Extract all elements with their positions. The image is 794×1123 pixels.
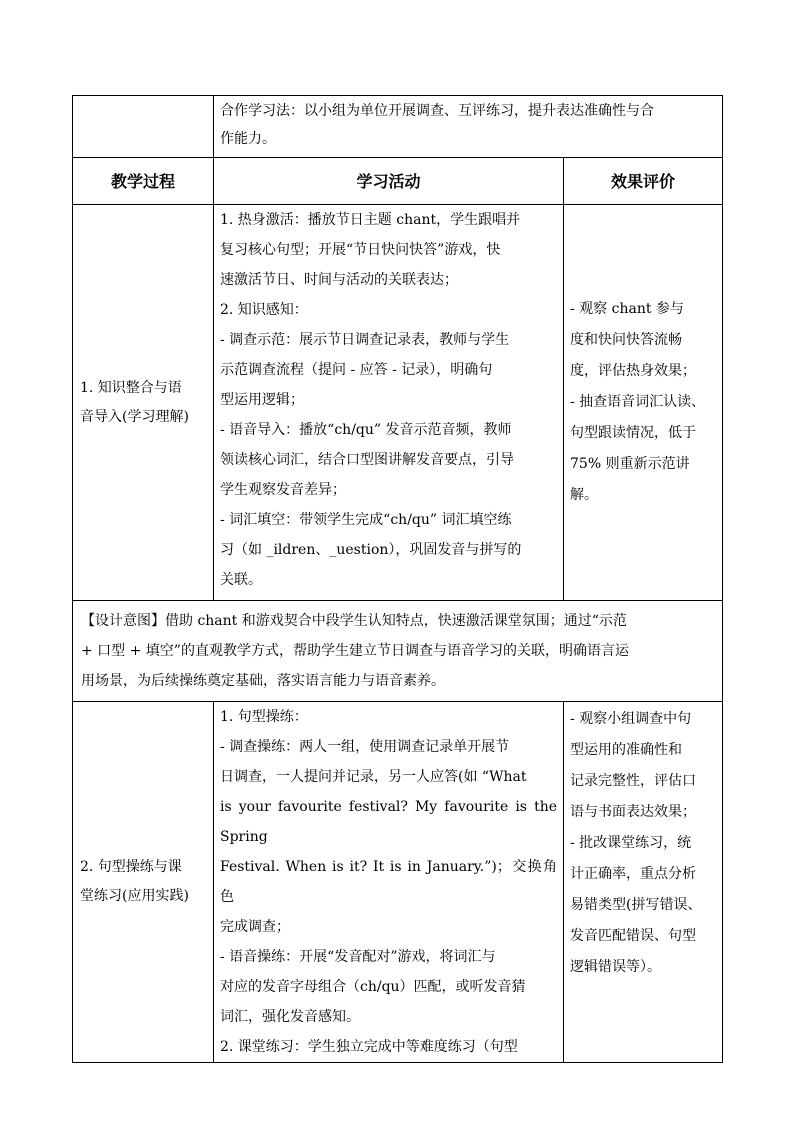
evaluation-line: - 批改课堂练习，统 xyxy=(570,835,692,851)
stage1-title-cell xyxy=(73,205,214,601)
activity-line: 复习核心句型；开展“节日快问快答”游戏，快 xyxy=(220,242,501,258)
activity-line: 1. 热身激活：播放节日主题 chant，学生跟唱并 xyxy=(220,212,521,228)
design-intent-line: 用场景，为后续操练奠定基础，落实语言能力与语音素养。 xyxy=(81,673,445,689)
stage1-title-line: 音导入(学习理解) xyxy=(80,408,189,425)
stage1-activities-cell xyxy=(214,205,564,601)
activity-line: 型运用逻辑； xyxy=(220,392,304,408)
evaluation-line: 句型跟读情况，低于 xyxy=(570,425,696,441)
intro-row xyxy=(73,96,723,158)
activity-line: 学生观察发音差异； xyxy=(220,482,346,498)
activity-line: 关联。 xyxy=(220,572,262,588)
evaluation-line: 逻辑错误等）。 xyxy=(570,959,661,975)
evaluation-line: 75% 则重新示范讲 xyxy=(570,456,690,472)
activity-line: 领读核心词汇，结合口型图讲解发音要点，引导 xyxy=(220,452,514,468)
evaluation-line: 语与书面表达效果； xyxy=(570,804,696,820)
activity-line: 日调查，一人提问并记录，另一人应答(如 “What xyxy=(220,769,527,785)
activity-line: 词汇，强化发音感知。 xyxy=(220,1009,360,1025)
activity-line: 习（如 _ildren、_uestion），巩固发音与拼写的 xyxy=(220,542,522,558)
stage2-evaluation-cell xyxy=(564,702,723,1063)
activity-line: 对应的发音字母组合（ch/qu）匹配，或听发音猜 xyxy=(220,979,526,995)
activity-line: 2. 知识感知： xyxy=(220,302,308,318)
evaluation-line: - 观察 chant 参与 xyxy=(570,301,684,317)
intro-text-cell xyxy=(214,96,723,158)
evaluation-line: 解。 xyxy=(570,487,598,503)
activity-line: Festival. When is it? It is in January.”)；交换角色 xyxy=(220,859,557,905)
design-intent-line: 【设计意图】借助 chant 和游戏契合中段学生认知特点，快速激活课堂氛围；通过“示范 xyxy=(81,613,627,629)
design-intent-cell xyxy=(73,601,723,702)
evaluation-line: 易错类型(拼写错误、 xyxy=(570,897,702,913)
activity-line: 完成调查； xyxy=(220,919,290,935)
activity-line: - 调查示范：展示节日调查记录表，教师与学生 xyxy=(220,332,510,348)
intro-empty-cell xyxy=(73,96,214,158)
header-process: 教学过程 xyxy=(73,158,214,205)
activity-line: 1. 句型操练： xyxy=(220,709,308,725)
evaluation-line: 计正确率，重点分析 xyxy=(570,866,696,882)
lesson-plan-table xyxy=(72,95,723,1063)
stage2-row xyxy=(73,702,723,1063)
activity-line: - 语音导入：播放“ch/qu” 发音示范音频，教师 xyxy=(220,422,512,438)
stage2-title-line: 2. 句型操练与课 xyxy=(80,859,182,875)
activity-line: 速激活节日、时间与活动的关联表达； xyxy=(220,272,458,288)
activity-line: 2. 课堂练习：学生独立完成中等难度练习（句型 xyxy=(220,1039,518,1055)
activity-line: is your favourite festival? My favourite is the Spring xyxy=(220,799,557,845)
stage1-title-line: 1. 知识整合与语 xyxy=(80,379,182,396)
stage1-row xyxy=(73,205,723,601)
design-intent-row xyxy=(73,601,723,702)
intro-line: 作能力。 xyxy=(220,131,276,147)
intro-line: 合作学习法：以小组为单位开展调查、互评练习，提升表达准确性与合 xyxy=(220,103,654,119)
activity-line: - 调查操练：两人一组，使用调查记录单开展节 xyxy=(220,739,510,755)
evaluation-line: - 观察小组调查中句 xyxy=(570,711,692,727)
stage2-title-cell xyxy=(73,702,214,1063)
header-activities: 学习活动 xyxy=(214,158,564,205)
activity-line: - 词汇填空：带领学生完成“ch/qu” 词汇填空练 xyxy=(220,512,512,528)
evaluation-line: 型运用的准确性和 xyxy=(570,742,682,758)
evaluation-line: 发音匹配错误、句型 xyxy=(570,928,696,944)
header-evaluation: 效果评价 xyxy=(564,158,723,205)
evaluation-line: 记录完整性，评估口 xyxy=(570,773,696,789)
evaluation-line: - 抽查语音词汇认读、 xyxy=(570,394,706,410)
evaluation-line: 度和快问快答流畅 xyxy=(570,332,682,348)
evaluation-line: 度，评估热身效果； xyxy=(570,363,696,379)
activity-line: 示范调查流程（提问 - 应答 - 记录），明确句 xyxy=(220,362,493,378)
design-intent-line: + 口型 + 填空”的直观教学方式，帮助学生建立节日调查与语音学习的关联，明确语言运 xyxy=(81,643,629,659)
stage2-title-line: 堂练习(应用实践) xyxy=(80,888,189,904)
stage2-activities-cell xyxy=(214,702,564,1063)
header-row xyxy=(73,158,723,205)
stage1-evaluation-cell xyxy=(564,205,723,601)
activity-line: - 语音操练：开展“发音配对”游戏，将词汇与 xyxy=(220,949,496,965)
